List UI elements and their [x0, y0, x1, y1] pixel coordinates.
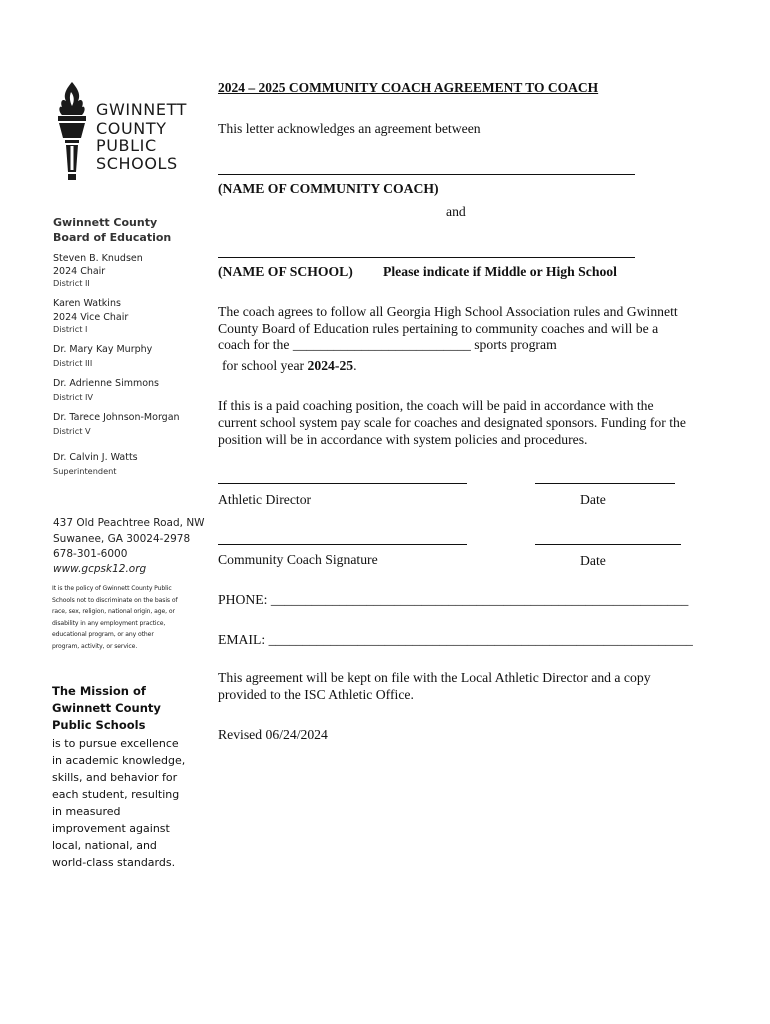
website-link[interactable]: www.gcpsk12.org	[53, 563, 147, 575]
phone-label: PHONE:	[218, 592, 271, 607]
logo-text-line-2: COUNTY	[96, 119, 167, 138]
email-field[interactable]	[218, 631, 693, 648]
coach-signature-line[interactable]	[218, 544, 467, 545]
phone-field[interactable]	[218, 591, 688, 608]
coach-signature-label: Community Coach Signature	[218, 552, 378, 567]
member-name: Karen Watkins	[53, 298, 121, 309]
school-year-value: 2024-25	[307, 358, 354, 373]
date-label: Date	[580, 553, 606, 568]
email-label: EMAIL:	[218, 632, 269, 647]
athletic-director-date-line[interactable]	[535, 483, 675, 484]
coach-name-label: (NAME OF COMMUNITY COACH)	[218, 181, 439, 196]
file-note: This agreement will be kept on file with the Local Athletic Director and a copy provided to the ISC Athletic Office.	[218, 670, 651, 702]
member-name: Dr. Adrienne Simmons	[53, 378, 160, 389]
torch-icon	[55, 80, 89, 182]
mission-text: is to pursue excellence in academic knowledge, skills, and behavior for each student, resulting in measured improvement against local, national, and world-class standards.	[52, 737, 186, 869]
school-level-note: Please indicate if Middle or High School	[383, 264, 617, 279]
mission-title: The Mission of Gwinnett County Public Schools	[52, 684, 161, 732]
school-year-prefix: for school year	[222, 358, 308, 373]
sports-program-line: coach for the __________________________ sports program	[218, 337, 557, 352]
logo-text-line-1: GWINNETT	[96, 100, 188, 119]
school-year-line	[222, 357, 357, 374]
athletic-director-signature-line[interactable]	[218, 483, 467, 484]
email-blank[interactable]: ______________________________________________________________	[268, 632, 693, 647]
member-name: Steven B. Knudsen	[53, 253, 143, 264]
logo-text-line-3: PUBLIC	[96, 136, 157, 155]
member-district: District III	[53, 358, 93, 368]
rules-paragraph: The coach agrees to follow all Georgia High School Association rules and Gwinnett County Board of Education rules pertaining to community coaches and will be a	[218, 304, 678, 336]
superintendent-name: Dr. Calvin J. Watts	[53, 452, 138, 463]
superintendent-title: Superintendent	[53, 466, 117, 476]
member-district: District IV	[53, 392, 94, 402]
school-name-line[interactable]	[218, 257, 635, 258]
address-city: Suwanee, GA 30024-2978	[53, 533, 191, 545]
address-street: 437 Old Peachtree Road, NW	[53, 517, 205, 529]
coach-date-line[interactable]	[535, 544, 681, 545]
school-name-label: (NAME OF SCHOOL)	[218, 264, 353, 279]
revised-date: Revised 06/24/2024	[218, 727, 328, 742]
payment-paragraph: If this is a paid coaching position, the coach will be paid in accordance with the current school system pay scale for coaches and designated sponsors. Funding for the position will be in accordance with system policies and procedures.	[218, 398, 686, 447]
athletic-director-label: Athletic Director	[218, 492, 312, 507]
school-year-suffix: .	[353, 358, 357, 373]
logo-text-line-4: SCHOOLS	[96, 154, 178, 173]
member-district: District II	[53, 278, 90, 288]
member-district: District I	[53, 324, 88, 334]
board-heading-line-1: Gwinnett County	[53, 216, 158, 229]
document-title: 2024 – 2025 COMMUNITY COACH AGREEMENT TO COACH	[218, 80, 599, 95]
phone-blank[interactable]: _____________________________________________________________	[270, 592, 689, 607]
member-district: District V	[53, 426, 91, 436]
member-name: Dr. Mary Kay Murphy	[53, 344, 153, 355]
member-name: Dr. Tarece Johnson-Morgan	[53, 412, 180, 423]
and-text: and	[446, 204, 466, 219]
nondiscrimination-policy: It is the policy of Gwinnett County Public Schools not to discriminate on the basis of race, sex, religion, national origin, age, or disability in any employment practice, educational program, or any other program, activity, or service.	[52, 585, 178, 650]
address-phone: 678-301-6000	[53, 548, 128, 560]
board-heading-line-2: Board of Education	[53, 231, 172, 244]
member-role: 2024 Vice Chair	[53, 312, 129, 323]
member-role: 2024 Chair	[53, 266, 106, 277]
date-label: Date	[580, 492, 606, 507]
intro-text: This letter acknowledges an agreement between	[218, 121, 481, 136]
coach-name-line[interactable]	[218, 174, 635, 175]
